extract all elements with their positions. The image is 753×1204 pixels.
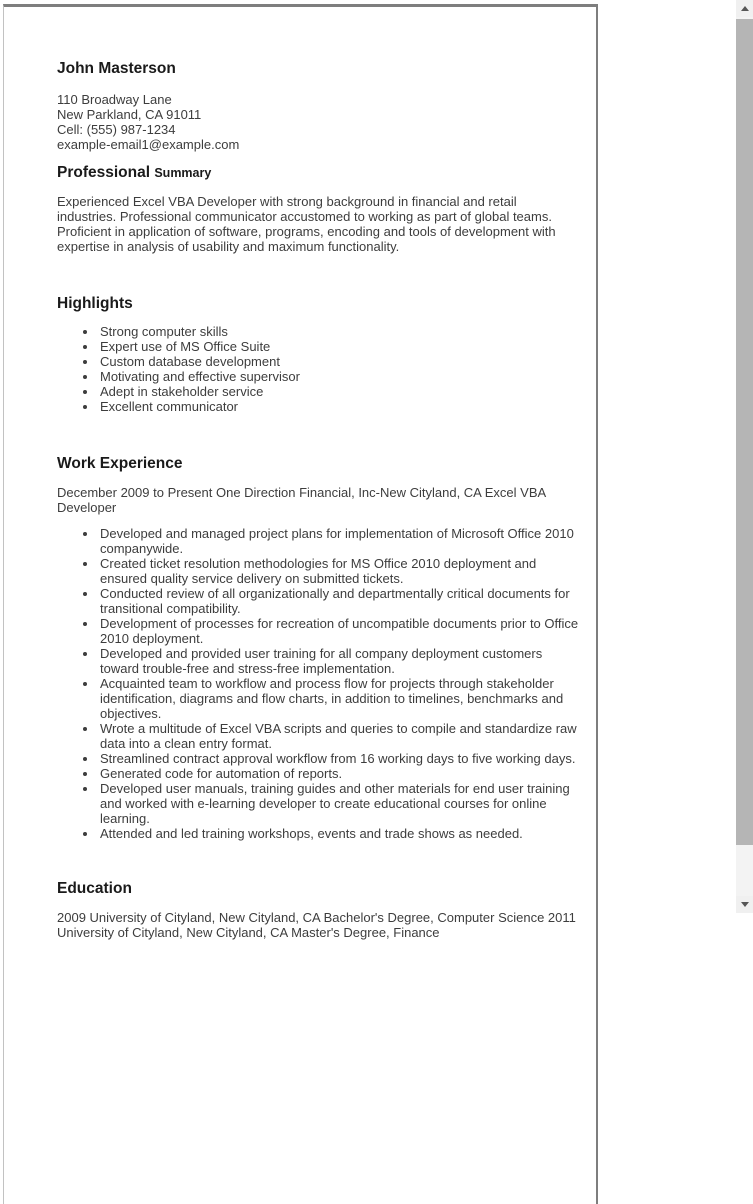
resume-name: John Masterson [57, 60, 176, 77]
heading-word-professional: Professional [57, 164, 151, 181]
contact-block [57, 92, 579, 152]
professional-summary-text: Experienced Excel VBA Developer with strong background in financial and retail industries. Professional communicator accustomed to working as part of global teams. Proficient in application of software, programs, encoding and tools of development with expertise in analysis of usability and maximum functionality. [57, 194, 556, 254]
section-heading-work-experience: Work Experience [57, 455, 183, 472]
highlight-item: • Adept in stakeholder service [98, 384, 579, 399]
contact-line: Cell: (555) 987-1234 [57, 122, 176, 137]
highlight-item: • Strong computer skills [98, 324, 579, 339]
experience-item: • Developed and provided user training for all company deployment customers toward trouble-free and stress-free implementation. [98, 646, 579, 676]
experience-item: • Development of processes for recreation of uncompatible documents prior to Office 2010 deployment. [98, 616, 579, 646]
scrollbar-thumb[interactable] [736, 19, 753, 845]
experience-item: • Acquainted team to workflow and process flow for projects through stakeholder identification, diagrams and flow charts, in addition to timelines, benchmarks and objectives. [98, 676, 579, 721]
experience-item: • Wrote a multitude of Excel VBA scripts and queries to compile and standardize raw data into a clean entry format. [98, 721, 579, 751]
scroll-up-icon [741, 6, 749, 11]
contact-line: New Parkland, CA 91011 [57, 107, 202, 122]
scroll-up-button[interactable] [736, 0, 753, 17]
highlight-item: • Expert use of MS Office Suite [98, 339, 579, 354]
section-heading-education: Education [57, 880, 132, 897]
experience-item: • Generated code for automation of reports. [98, 766, 579, 781]
experience-list [57, 526, 579, 841]
experience-item: • Attended and led training workshops, events and trade shows as needed. [98, 826, 579, 841]
highlight-item: • Excellent communicator [98, 399, 579, 414]
highlight-item: • Custom database development [98, 354, 579, 369]
experience-item: • Streamlined contract approval workflow from 16 working days to five working days. [98, 751, 579, 766]
experience-item: • Conducted review of all organizationally and departmentally critical documents for transitional compatibility. [98, 586, 579, 616]
contact-line: 110 Broadway Lane [57, 92, 172, 107]
scroll-down-button[interactable] [736, 896, 753, 913]
heading-word-summary: Summary [154, 166, 212, 180]
scroll-down-icon [741, 902, 749, 907]
resume-document [3, 4, 598, 1204]
experience-item: • Created ticket resolution methodologies for MS Office 2010 deployment and ensured quality service delivery on submitted tickets. [98, 556, 579, 586]
section-heading-highlights: Highlights [57, 295, 133, 312]
experience-item: • Developed and managed project plans for implementation of Microsoft Office 2010 companywide. [98, 526, 579, 556]
highlights-list [57, 324, 579, 414]
resume-content [4, 7, 596, 960]
education-text: 2009 University of Cityland, New Cityland, CA Bachelor's Degree, Computer Science 2011 University of Cityland, New Cityland, CA Master's Degree, Finance [57, 910, 576, 940]
section-heading-professional-summary [57, 164, 579, 182]
experience-meta-line: December 2009 to Present One Direction Financial, Inc-New Cityland, CA Excel VBA Developer [57, 485, 546, 515]
highlight-item: • Motivating and effective supervisor [98, 369, 579, 384]
contact-line: example-email1@example.com [57, 137, 240, 152]
vertical-scrollbar[interactable] [736, 0, 753, 913]
experience-item: • Developed user manuals, training guides and other materials for end user training and worked with e-learning developer to create educational courses for online learning. [98, 781, 579, 826]
